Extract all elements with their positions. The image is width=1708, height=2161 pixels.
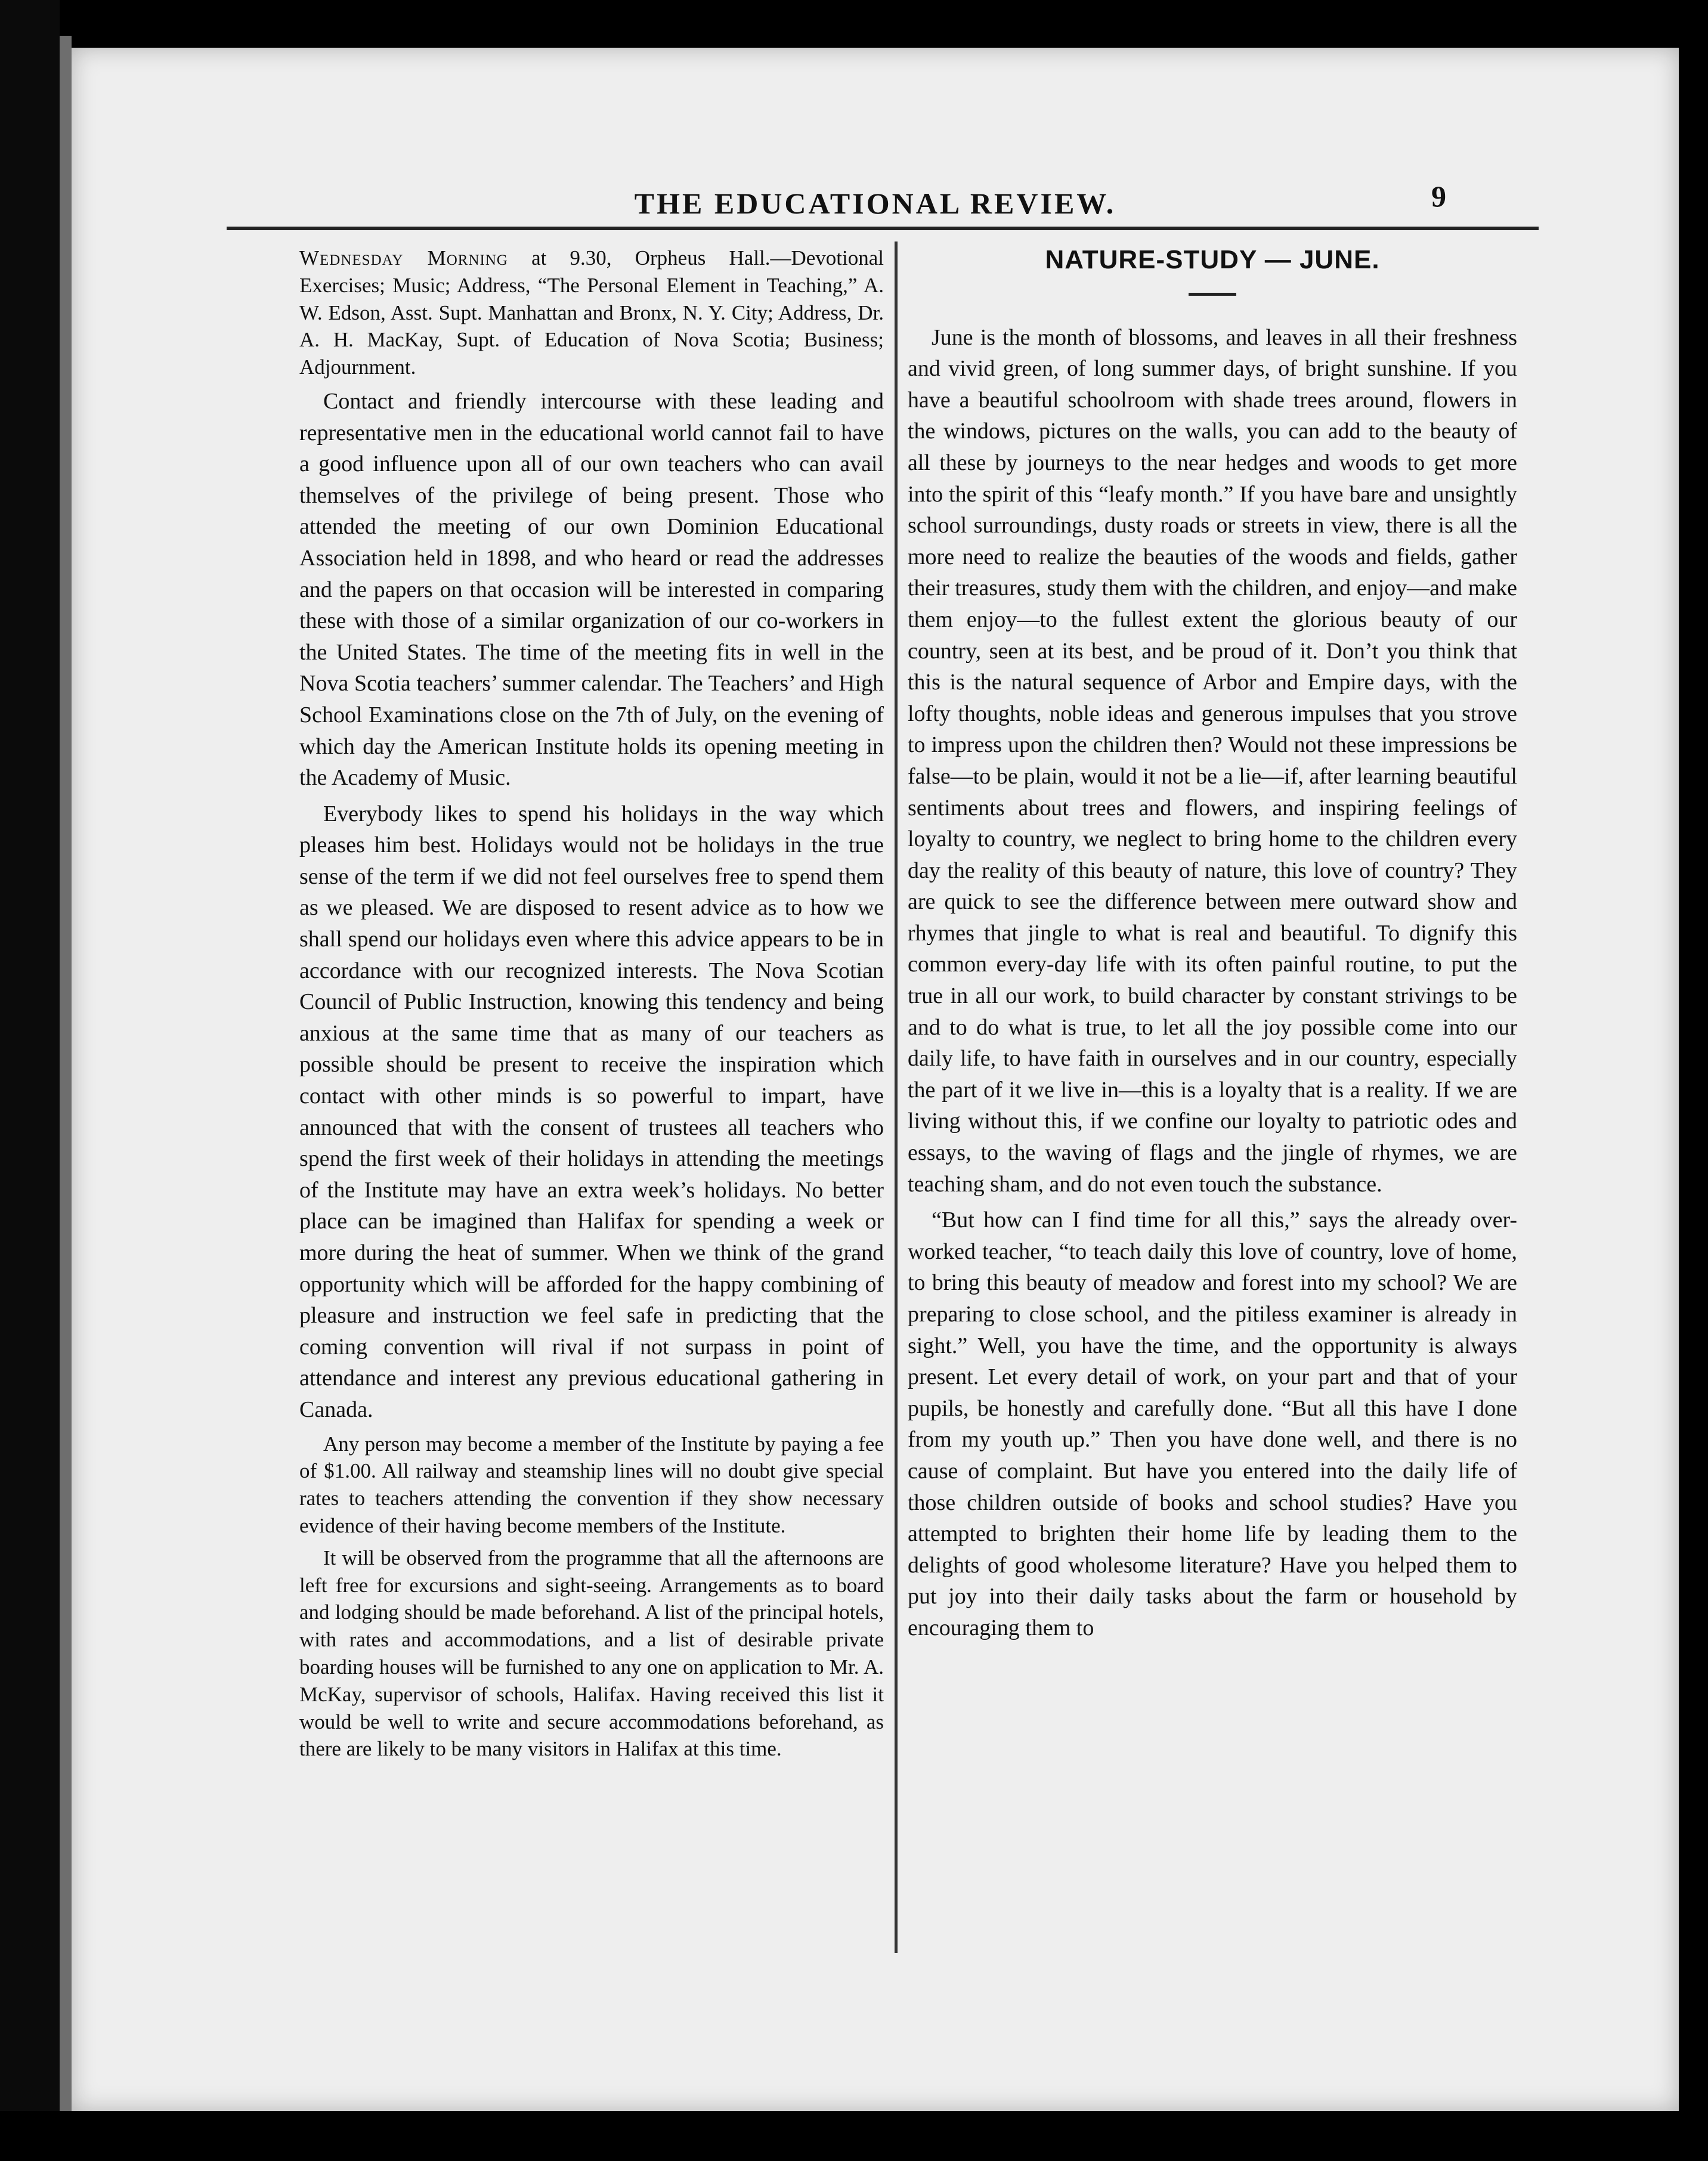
running-header-title: THE EDUCATIONAL REVIEW.: [634, 187, 1116, 220]
right-paragraph-1: June is the month of blossoms, and leaves in all their freshness and vivid green, of long summer days, of bright sunshine. If you have a beautiful schoolroom with shade trees around, flowers in the windows, pictures on the walls, you can add to the beauty of all these by journeys to the near hedges and woods to get more into the spirit of this “leafy month.” If you have bare and unsightly school surroundings, dusty roads or streets in view, there is all the more need to realize the beauties of the woods and fields, gather their treasures, study them with the children, and enjoy—and make them enjoy—to the fullest extent the glorious beauty of our country, seen at its best, and be proud of it. Don’t you think that this is the natural sequence of Arbor and Empire days, with the lofty thoughts, noble ideas and generous impulses that you strove to impress upon the children then? Would not these impressions be false—to be plain, would it not be a lie—if, after learning beautiful sentiments about trees and flowers, and inspiring feelings of loyalty to country, we neglect to bring home to the children every day the reality of this beauty of nature, this love of country? They are quick to see the difference between mere outward show and rhymes that jingle to what is real and beautiful. To dignify this common every-day life with its often painful routine, to put the true in all our work, to build character by constant strivings to be and to do what is true, to let all the joy possible come into our daily life, to have faith in ourselves and in our country, especially the part of it we live in—this is a loyalty that is a reality. If we are living without this, if we confine our loyalty to patriotic odes and essays, to the waving of flags and the jingle of rhymes, we are teaching sham, and do not even touch the substance.: [908, 324, 1517, 1197]
scanned-page: [72, 48, 1679, 2111]
page-spine-edge: [60, 36, 72, 2117]
heading-rule: [1189, 293, 1236, 296]
top-frame: [0, 0, 1708, 48]
programme-lead: Wednesday Morning: [299, 246, 508, 270]
right-column: [908, 244, 1517, 1649]
left-column: [299, 244, 884, 1767]
right-paragraph-2: “But how can I find time for all this,” says the already over-worked teacher, “to teach daily this love of country, love of home, to bring this beauty of meadow and forest into my school? We are preparing to close school, and the pitiless examiner is already in sight.” Well, you have the time, and the opportunity is always present. Let every detail of work, on your part and that of your pupils, be honestly and carefully done. “But all this have I done from my youth up.” Then you have done well, and there is no cause of complaint. But have you entered into the daily life of those children outside of books and school studies? Have you attempted to brighten their home life by leading them to the delights of good wholesome literature? Have you helped them to put joy into their daily tasks about the farm or household by encouraging them to: [908, 1208, 1517, 1640]
left-paragraph-2: Everybody likes to spend his holidays in the way which pleases him best. Holidays would not be holidays in the true sense of the term if we did not feel ourselves free to spend them as we pleased. We are disposed to resent advice as to how we shall spend our holidays even where this advice appears to be in accordance with our recognized interests. The Nova Scotian Council of Public Instruction, knowing this tendency and being anxious at the same time that as many of our teachers as possible should be present to receive the inspiration which contact with other minds is so powerful to impart, have announced that with the consent of trustees all teachers who spend the first week of their holidays in attending the meetings of the Institute may have an extra week’s holidays. No better place can be imagined than Halifax for spending a week or more during the heat of summer. When we think of the grand opportunity which will be afforded for the happy combining of pleasure and instruction we feel safe in predicting that the coming convention will rival if not surpass in point of attendance and interest any previous educational gathering in Canada.: [299, 801, 884, 1422]
left-film-strip: [0, 0, 60, 2161]
page-number: 9: [1431, 179, 1446, 213]
header-rule: [227, 227, 1539, 230]
right-frame: [1679, 0, 1708, 2161]
programme-paragraph: [299, 244, 884, 381]
left-paragraph-4: It will be observed from the programme that all the afternoons are left free for excursions and sight-seeing. Arrangements as to board and lodging should be made beforehand. A list of the principal hotels, with rates and accommodations, and a list of desirable private boarding houses will be furnished to any one on application to Mr. A. McKay, supervisor of schools, Halifax. Having received this list it would be well to write and secure accommodations beforehand, as there are likely to be many visitors in Halifax at this time.: [299, 1546, 884, 1761]
programme-text: at 9.30, Orpheus Hall.—Devotional Exercises; Music; Address, “The Personal Element in Teaching,” A. W. Edson, Asst. Supt. Manhattan and Bronx, N. Y. City; Address, Dr. A. H. MacKay, Supt. of Education of Nova Scotia; Business; Adjournment.: [299, 246, 884, 379]
bottom-frame: [0, 2111, 1708, 2161]
column-divider: [895, 242, 898, 1953]
left-paragraph-1: Contact and friendly intercourse with these leading and representative men in the educational world cannot fail to have a good influence upon all of our own teachers who can avail themselves of the privilege of being present. Those who attended the meeting of our own Dominion Educational Association held in 1898, and who heard or read the addresses and the papers on that occasion will be interested in comparing these with those of a similar organization of our co-workers in the United States. The time of the meeting fits in well in the Nova Scotia teachers’ summer calendar. The Teachers’ and High School Examinations close on the 7th of July, on the evening of which day the American Institute holds its opening meeting in the Academy of Music.: [299, 388, 884, 791]
left-paragraph-3: Any person may become a member of the Institute by paying a fee of $1.00. All railway and steamship lines will no doubt give special rates to teachers attending the convention if they show necessary evidence of their having become members of the Institute.: [299, 1432, 884, 1537]
article-heading: NATURE-STUDY — JUNE.: [1045, 245, 1380, 274]
